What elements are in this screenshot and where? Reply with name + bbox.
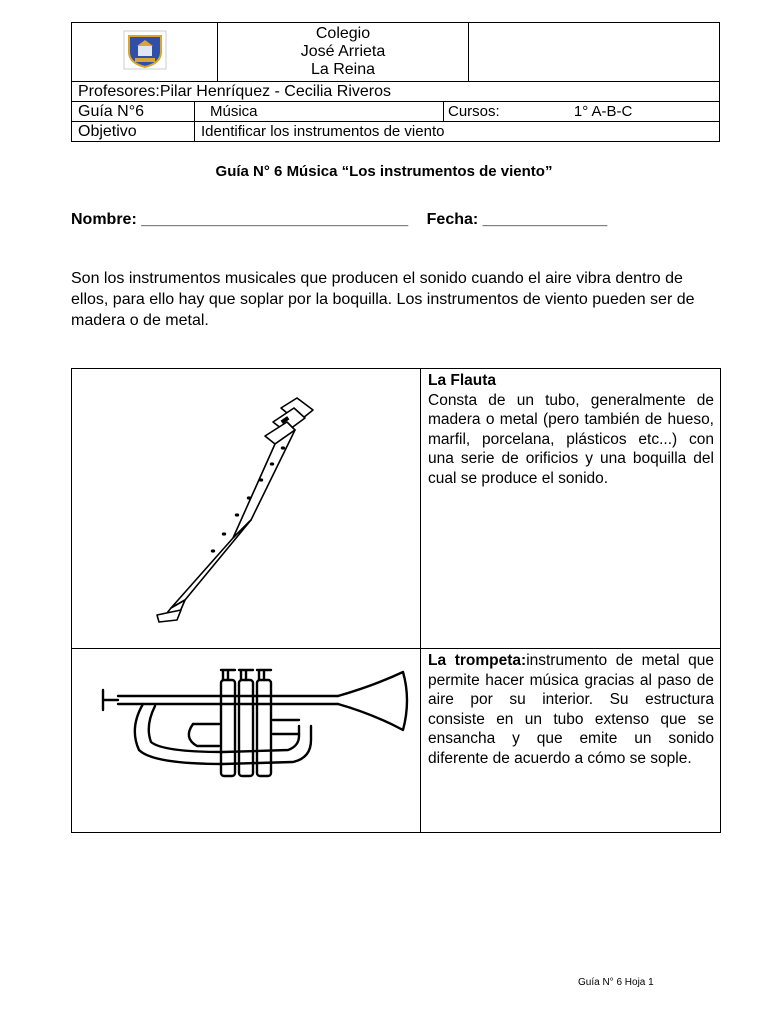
school-line-3: La Reina <box>310 61 376 78</box>
trumpet-description: instrumento de metal que permite hacer música gracias al paso de aire por su interior. Su estructura consiste en un tubo extenso que se ensancha y que emite un sonido diferente de acuerdo a cómo se sople. <box>428 652 715 767</box>
guide-label: Guía N°6 <box>72 102 195 122</box>
logo-cell <box>72 23 218 82</box>
courses-label: Cursos: <box>448 103 500 120</box>
flute-image-cell <box>72 369 421 649</box>
courses-cell <box>444 102 720 122</box>
header-table <box>71 22 720 102</box>
school-crest-icon <box>123 30 167 70</box>
intro-paragraph: Son los instrumentos musicales que producen el sonido cuando el aire vibra dentro de ellos, para ello hay que soplar por la boquilla. Los instrumentos de viento pueden ser de madera o de metal. <box>71 270 695 329</box>
guide-row-table <box>71 101 720 142</box>
flute-title: La Flauta <box>428 372 497 389</box>
trumpet-icon <box>73 650 419 826</box>
date-field[interactable]: Fecha: ______________ <box>426 211 608 228</box>
objective-value: Identificar los instrumentos de viento <box>195 122 720 142</box>
page-title: Guía N° 6 Música “Los instrumentos de viento” <box>215 163 553 180</box>
school-line-1: Colegio <box>315 25 371 42</box>
flute-icon <box>73 370 419 642</box>
name-date-line <box>71 211 607 229</box>
name-field[interactable]: Nombre: ______________________________ <box>71 211 409 228</box>
subject-cell: Música <box>195 102 444 122</box>
school-line-2: José Arrieta <box>300 43 386 60</box>
empty-header-cell <box>469 23 720 82</box>
trumpet-title: La trompeta: <box>428 652 527 669</box>
trumpet-image-cell <box>72 649 421 833</box>
objective-label: Objetivo <box>72 122 195 142</box>
flute-description-cell <box>421 369 721 649</box>
school-name-cell <box>218 23 469 82</box>
page-footer: Guía N° 6 Hoja 1 <box>578 977 654 988</box>
courses-value: 1° A-B-C <box>573 103 633 120</box>
teachers-cell: Profesores:Pilar Henríquez - Cecilia Riveros <box>72 82 720 102</box>
flute-description: Consta de un tubo, generalmente de madera o metal (pero también de hueso, marfil, porcelana, plásticos etc...) con una serie de orificios y una boquilla del cual se produce el sonido. <box>428 391 714 487</box>
trumpet-description-cell <box>421 649 721 833</box>
instruments-table <box>71 368 721 833</box>
